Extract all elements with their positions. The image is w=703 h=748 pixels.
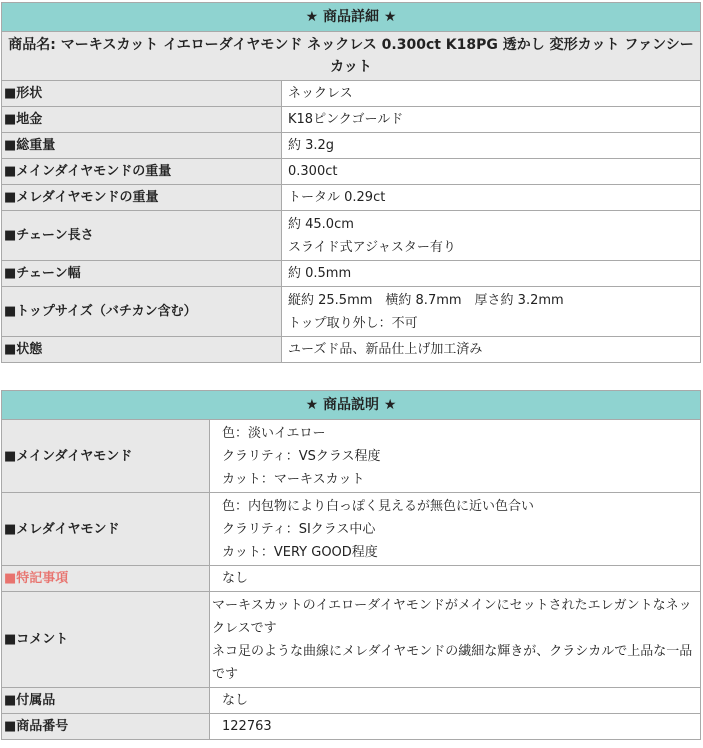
row-label-melee-weight: メレダイヤモンドの重量 [16, 190, 159, 205]
row-value-weight: 約 3.2g [282, 133, 701, 159]
row-label-shape: 形状 [16, 86, 43, 101]
table-row [2, 107, 701, 133]
row-value-main-diamond-weight: 0.300ct [282, 159, 701, 185]
product-details-table [1, 2, 701, 363]
row-value-chain-width: 約 0.5mm [282, 261, 701, 287]
product-title: 商品名: マーキスカット イエローダイヤモンド ネックレス 0.300ct K18PG 透かし 変形カット ファンシーカット [2, 32, 701, 81]
row-value-metal: K18ピンクゴールド [282, 107, 701, 133]
row-label-weight: 総重量 [16, 138, 56, 153]
table-row [2, 566, 701, 592]
row-label-comment: コメント [16, 632, 69, 647]
melee-diamond-clarity: クラリティ：SIクラス中心 [222, 521, 376, 537]
table-row [2, 592, 701, 688]
row-value-top-size: 縦約 25.5mm 横約 8.7mm 厚さ約 3.2mm [288, 292, 564, 308]
row-value-accessories: なし [210, 688, 701, 714]
table-row [2, 261, 701, 287]
row-label-chain-width: チェーン幅 [16, 266, 81, 281]
table-row [2, 287, 701, 337]
row-label-notice: 特記事項 [16, 571, 69, 586]
row-value-shape: ネックレス [282, 81, 701, 107]
comment-line-2: ネコ足のような曲線にメレダイヤモンドの繊細な輝きが、クラシカルで上品な一品です [212, 643, 693, 682]
row-label-product-number: 商品番号 [16, 719, 69, 734]
row-label-melee-diamond: メレダイヤモンド [16, 521, 120, 537]
melee-diamond-cut: カット：VERY GOOD程度 [222, 544, 378, 560]
row-value-chain-adjuster: スライド式アジャスター有り [288, 239, 456, 255]
main-diamond-color: 色：淡いイエロー [222, 425, 326, 441]
table-row [2, 493, 701, 566]
row-label-condition: 状態 [16, 342, 43, 357]
table-row [2, 420, 701, 493]
melee-diamond-color: 色：内包物により白っぽく見えるが無色に近い色合い [222, 498, 535, 514]
table-row [2, 185, 701, 211]
table-row [2, 337, 701, 363]
row-label-accessories: 付属品 [16, 693, 56, 708]
details-header: ★ 商品詳細 ★ [2, 3, 701, 32]
table-row [2, 133, 701, 159]
description-header: ★ 商品説明 ★ [2, 391, 701, 420]
row-value-notice: なし [210, 566, 701, 592]
table-row [2, 688, 701, 714]
row-value-product-number: 122763 [210, 714, 701, 740]
row-label-top-size: トップサイズ（バチカン含む） [16, 304, 197, 319]
row-value-chain-length: 約 45.0cm [288, 216, 354, 232]
table-row [2, 714, 701, 740]
row-value-top-removal: トップ取り外し：不可 [288, 315, 418, 331]
row-label-main-diamond-weight: メインダイヤモンドの重量 [16, 164, 172, 179]
row-value-melee-weight: トータル 0.29ct [282, 185, 701, 211]
product-description-table [1, 390, 701, 740]
row-label-main-diamond: メインダイヤモンド [16, 448, 133, 464]
row-value-condition: ユーズド品、新品仕上げ加工済み [282, 337, 701, 363]
main-diamond-cut: カット：マーキスカット [222, 471, 365, 487]
table-row [2, 211, 701, 261]
table-row [2, 159, 701, 185]
comment-line-1: マーキスカットのイエローダイヤモンドがメインにセットされたエレガントなネックレスです [212, 597, 692, 636]
main-diamond-clarity: クラリティ：VSクラス程度 [222, 448, 381, 464]
table-row [2, 81, 701, 107]
row-label-metal: 地金 [16, 112, 43, 127]
row-label-chain-length: チェーン長さ [16, 228, 94, 243]
